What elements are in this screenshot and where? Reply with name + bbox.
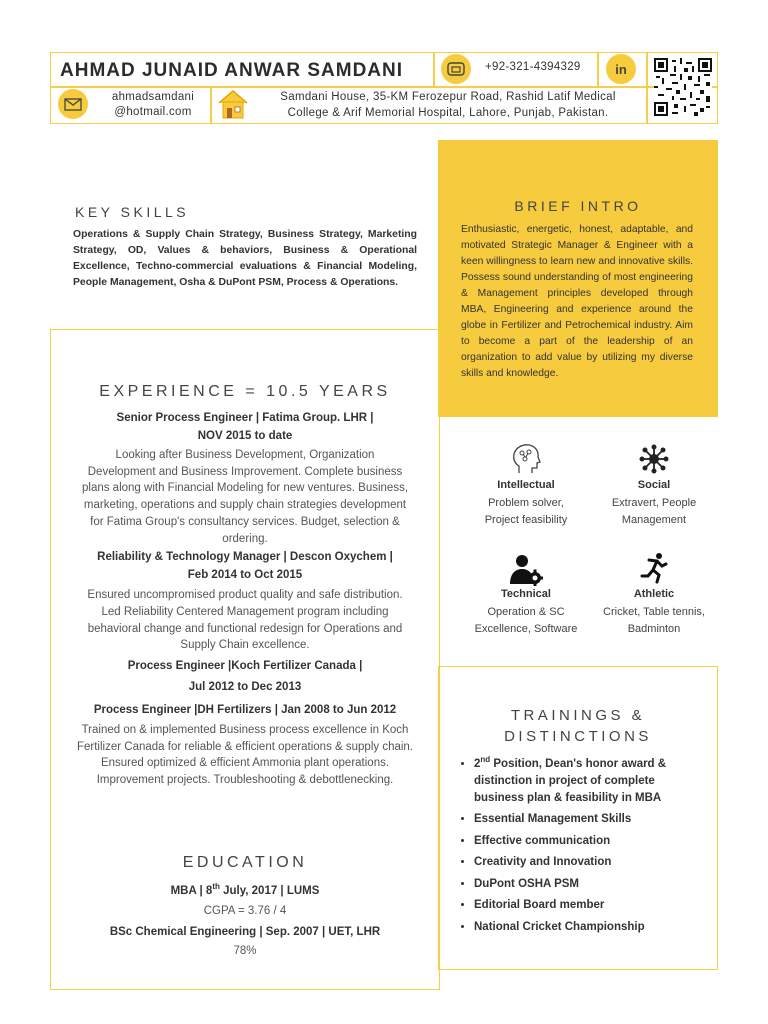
address	[255, 90, 641, 121]
header-vdivider-name	[433, 52, 435, 87]
trait-social	[590, 443, 718, 529]
training-item: • National Cricket Championship	[474, 919, 700, 936]
trait-desc-technical-2: Excellence, Software	[474, 623, 578, 635]
job-3-dates: Jul 2012 to Dec 2013	[188, 681, 302, 694]
trait-title-technical: Technical	[501, 588, 551, 600]
mba-text-pre: MBA | 8	[170, 884, 213, 897]
trait-desc-social-1: Extravert, People	[611, 497, 697, 509]
training-item-first	[474, 751, 700, 807]
training-first-post: Position, Dean's honor award & distinction in project of complete business plan & feasibility in MBA	[474, 757, 667, 804]
trainings-heading-line-1: TRAININGS &	[510, 707, 646, 724]
training-first-sup: nd	[480, 755, 491, 764]
email-icon	[58, 89, 88, 119]
training-item: • Editorial Board member	[474, 897, 700, 914]
mba-line	[70, 878, 420, 900]
training-item: • Effective communication	[474, 833, 700, 850]
training-first-pre: 2	[474, 757, 481, 770]
training-item: • Essential Management Skills	[474, 811, 700, 828]
mba-text-sup: th	[212, 882, 220, 891]
job-4-description: Trained on & implemented Business process excellence in Koch Fertilizer Canada for reliable & efficient operations & supply chain. Ensured optimized & efficient Ammonia plant operations. Improvement projects. Troubleshooting & debottlenecking.	[76, 724, 414, 787]
key-skills-heading: KEY SKILLS	[75, 204, 190, 220]
phone-icon	[441, 54, 471, 84]
header-vdivider-phone	[597, 52, 599, 87]
candidate-name: AHMAD JUNAID ANWAR SAMDANI	[60, 60, 404, 81]
trait-title-athletic: Athletic	[633, 588, 675, 600]
brain-icon	[460, 443, 592, 477]
trait-desc-technical-1: Operation & SC	[487, 606, 565, 618]
training-item: • DuPont OSHA PSM	[474, 876, 700, 893]
trait-title-social: Social	[637, 479, 671, 491]
trait-desc-athletic-2: Badminton	[627, 623, 681, 635]
job-1-title: Senior Process Engineer | Fatima Group. LHR |	[116, 412, 374, 424]
runner-icon	[590, 552, 718, 586]
home-icon	[216, 88, 250, 120]
trait-technical	[460, 552, 592, 638]
trait-desc-intellectual-2: Project feasibility	[484, 514, 568, 526]
trainings-list	[460, 751, 700, 940]
brief-intro-text: Enthusiastic, energetic, honest, adaptable, and motivated Strategic Manager & Engineer with a keen willingness to learn new and innovative skills. Possess sound understanding of most engineering & Management principles developed through MBA, Engineering and experience around the globe in Fertilizer and Petrochemical industry. Aim to become a part of the leadership of an organization to add value by utilizing my diverse skills and knowledge.	[461, 224, 693, 379]
trait-title-intellectual: Intellectual	[497, 479, 555, 491]
email-line-2: @hotmail.com	[114, 106, 192, 118]
bsc-line: BSc Chemical Engineering | Sep. 2007 | UET, LHR	[109, 925, 381, 938]
education-section	[70, 878, 420, 959]
linkedin-icon[interactable]: in	[606, 54, 636, 84]
experience-heading: EXPERIENCE = 10.5 YEARS	[99, 383, 391, 400]
job-3-title: Process Engineer |Koch Fertilizer Canada |	[127, 660, 363, 673]
job-2-description: Ensured uncompromised product quality and safe distribution. Led Reliability Centered Management program including behavioral change and functional redesign for Operations and Supply Chain excellence.	[87, 589, 403, 652]
network-icon	[590, 443, 718, 477]
phone-number[interactable]: +92-321-4394329	[485, 61, 581, 73]
header-divider	[50, 86, 718, 88]
job-2-dates: Feb 2014 to Oct 2015	[187, 569, 303, 582]
job-1-description: Looking after Business Development, Organization Development and Business Improvement. Complete business plans along with Financial Modeling for new ventures. Business, marketing, operations and supply chain strategies development for Fatima Group's consultancy services. Budget, selection & ordering.	[82, 449, 409, 545]
qr-code	[654, 58, 712, 116]
experience-section	[70, 409, 420, 789]
email-address[interactable]	[98, 90, 208, 120]
address-line-1: Samdani House, 35-KM Ferozepur Road, Rashid Latif Medical	[280, 91, 616, 103]
trainings-heading	[438, 705, 718, 747]
engineer-gear-icon	[460, 552, 592, 586]
cgpa-line: CGPA = 3.76 / 4	[203, 904, 287, 917]
trait-desc-athletic-1: Cricket, Table tennis,	[603, 606, 705, 618]
key-skills-text: Operations & Supply Chain Strategy, Business Strategy, Marketing Strategy, OD, Values & behaviors, Business & Operational Excellence, Techno-commercial evaluations & Financial Modeling, People Management, Osha & DuPont PSM, Process & Operations.	[73, 229, 417, 288]
job-2-title: Reliability & Technology Manager | Descon Oxychem |	[97, 551, 393, 564]
header-vdivider-email	[210, 86, 212, 124]
education-heading: EDUCATION	[182, 854, 308, 871]
mba-text-post: July, 2017 | LUMS	[219, 884, 320, 897]
trainings-heading-line-2: DISTINCTIONS	[504, 728, 652, 745]
trait-desc-social-2: Management	[621, 514, 687, 526]
trait-desc-intellectual-1: Problem solver,	[488, 497, 564, 509]
brief-intro-heading: BRIEF INTRO	[514, 198, 642, 214]
address-line-2: College & Arif Memorial Hospital, Lahore, Punjab, Pakistan.	[287, 106, 609, 119]
header-vdivider-linkedin	[646, 52, 648, 124]
job-4-title: Process Engineer |DH Fertilizers | Jan 2008 to Jun 2012	[93, 704, 397, 717]
trait-athletic	[590, 552, 718, 638]
bsc-score: 78%	[233, 944, 257, 957]
trait-intellectual	[460, 443, 592, 529]
email-line-1: ahmadsamdani	[111, 91, 195, 103]
training-item: • Creativity and Innovation	[474, 854, 700, 871]
job-1-dates: NOV 2015 to date	[197, 430, 293, 442]
